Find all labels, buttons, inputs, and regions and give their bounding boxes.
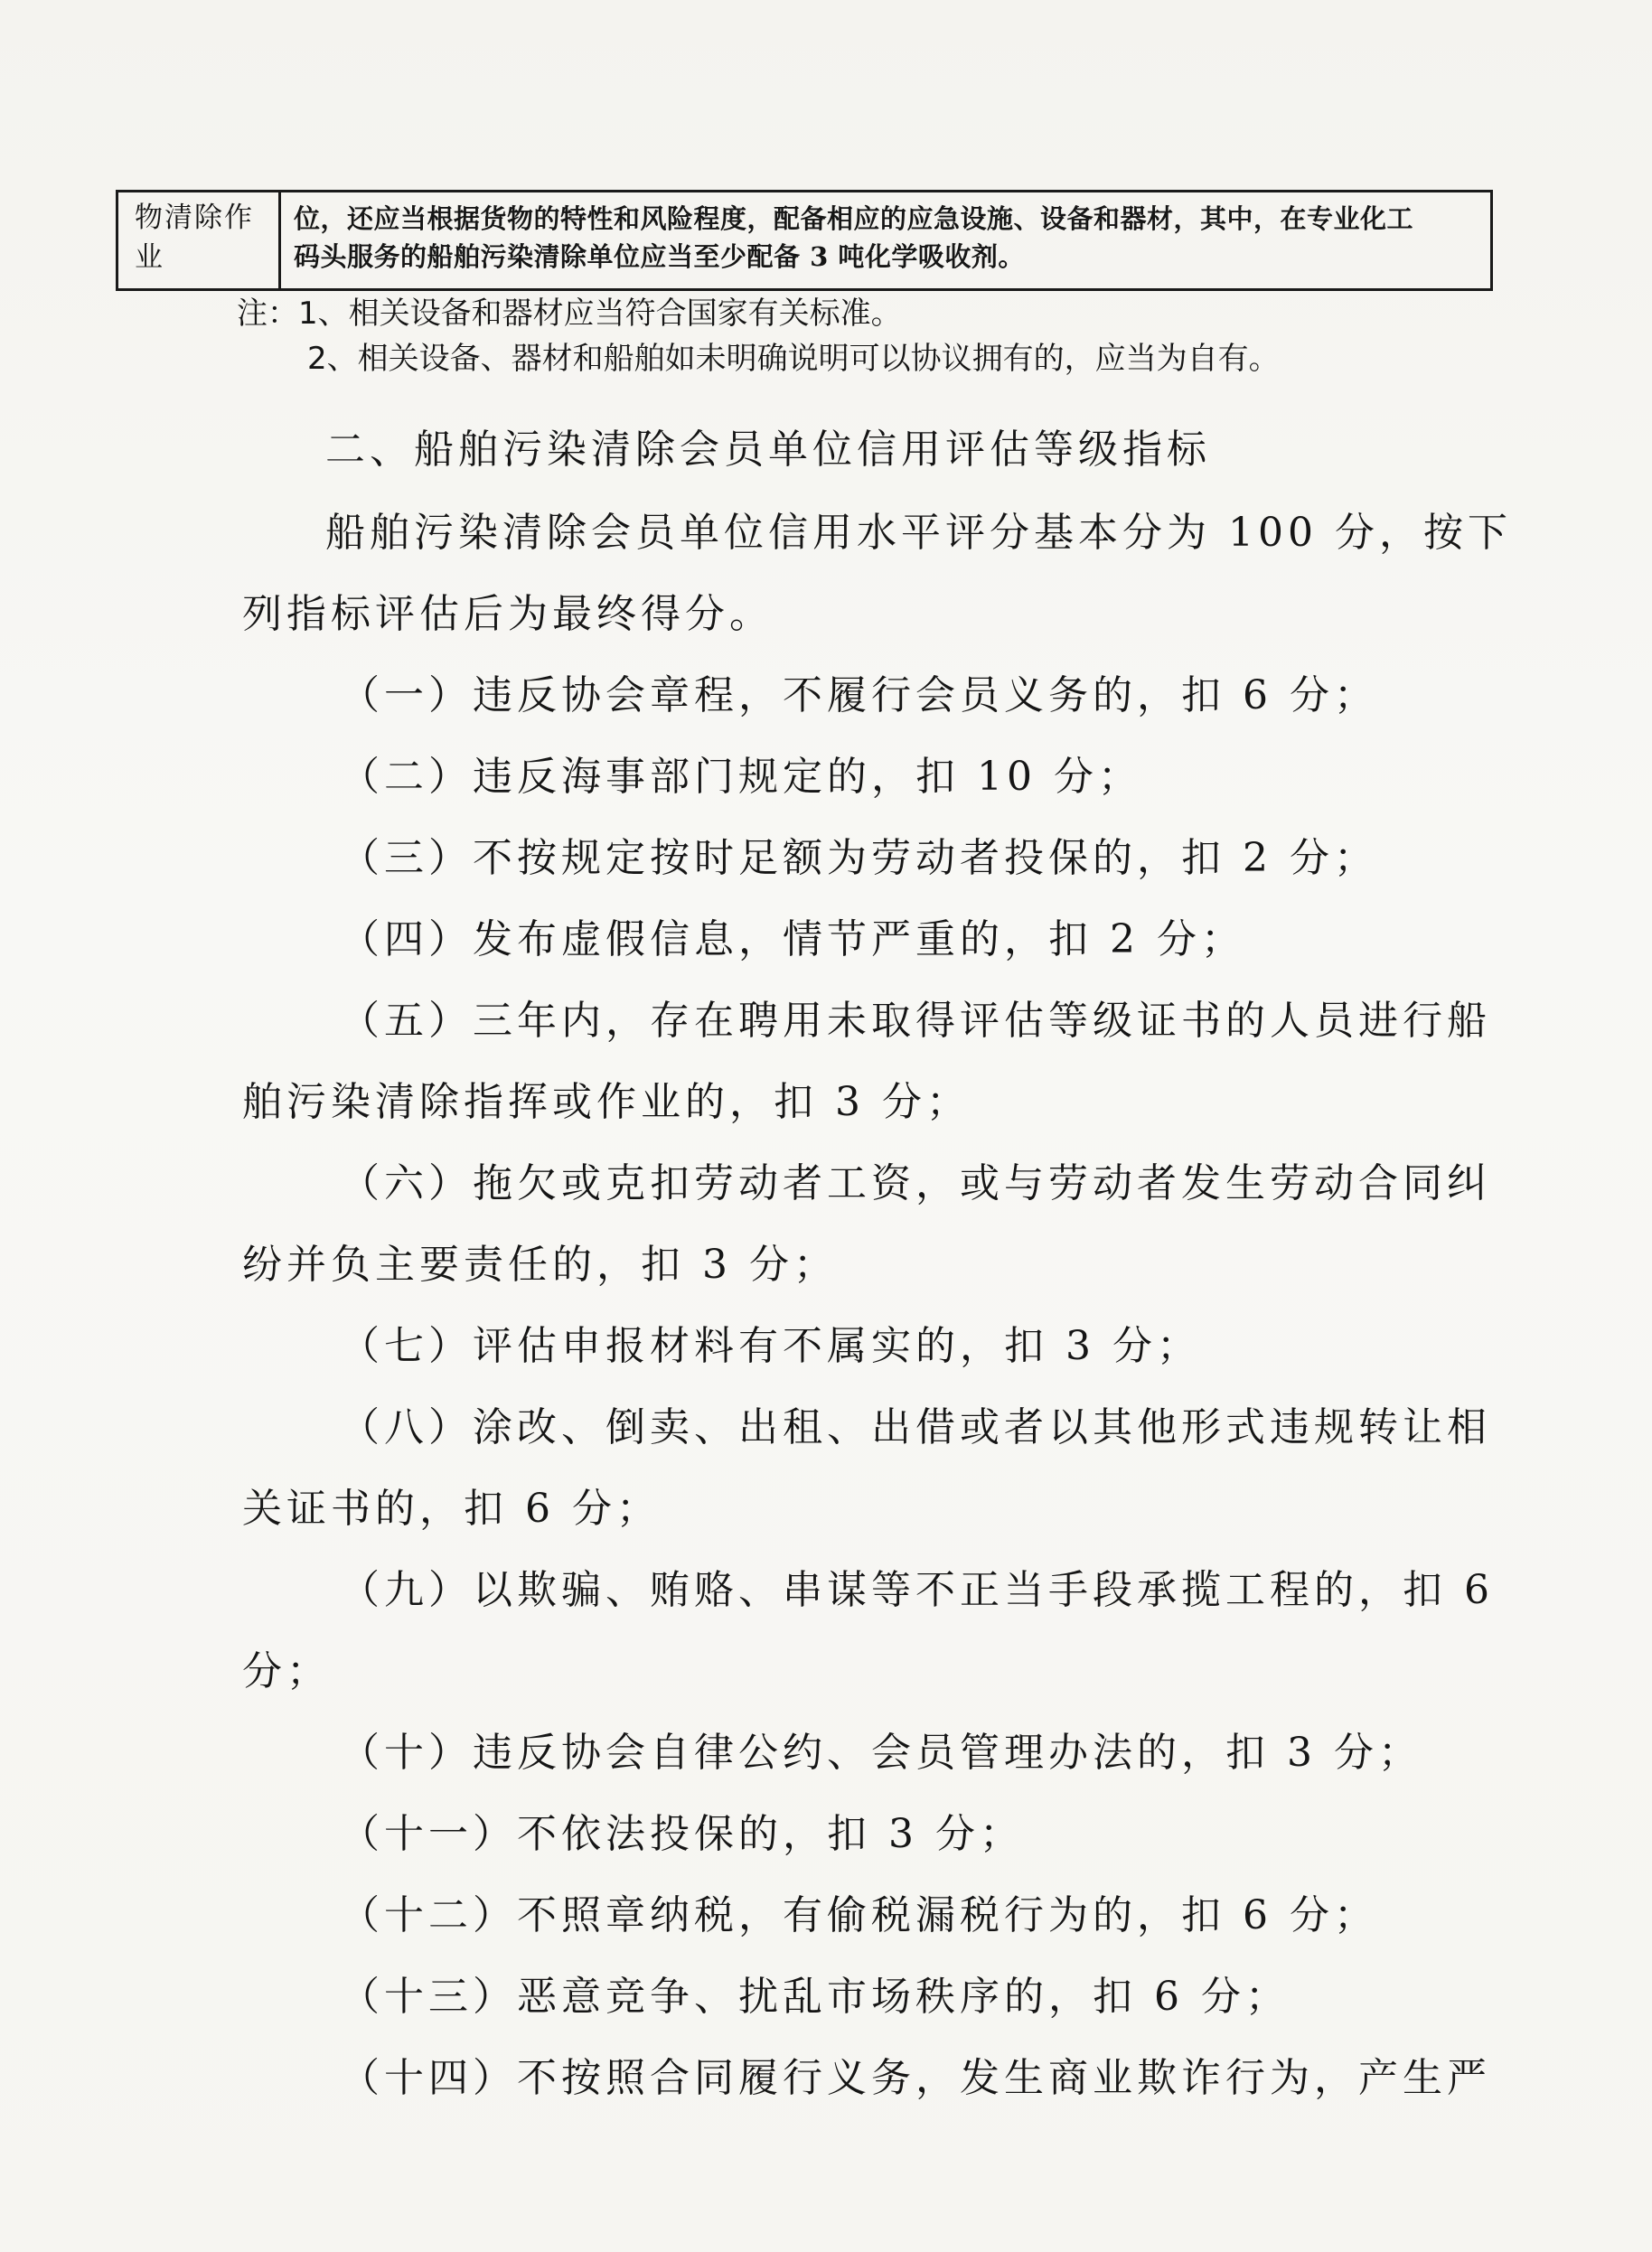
item-8-line-2: 关证书的，扣 6 分；	[242, 1486, 661, 1532]
item-14-line-1: （十四）不按照合同履行义务，发生商业欺诈行为，产生严	[340, 2055, 1491, 2101]
item-5-line-2: 舶污染清除指挥或作业的，扣 3 分；	[242, 1079, 971, 1125]
item-6-line-2: 纷并负主要责任的，扣 3 分；	[242, 1242, 838, 1288]
item-7: （七）评估申报材料有不属实的，扣 3 分；	[340, 1323, 1201, 1369]
table-requirement-line-2: 码头服务的船舶污染清除单位应当至少配备 3 吨化学吸收剂。	[294, 241, 1025, 272]
note-1: 注：1、相关设备和器材应当符合国家有关标准。	[237, 296, 902, 332]
item-9-line-1: （九）以欺骗、贿赂、串谋等不正当手段承揽工程的，扣 6	[340, 1567, 1494, 1613]
item-9-line-2: 分；	[242, 1648, 331, 1694]
item-4: （四）发布虚假信息，情节严重的，扣 2 分；	[340, 916, 1245, 962]
item-8-line-1: （八）涂改、倒卖、出租、出借或者以其他形式违规转让相	[340, 1404, 1491, 1450]
item-3: （三）不按规定按时足额为劳动者投保的，扣 2 分；	[340, 835, 1378, 881]
table-requirement-line-1: 位，还应当根据货物的特性和风险程度，配备相应的应急设施、设备和器材，其中，在专业化工	[294, 203, 1414, 234]
section-heading: 二、船舶污染清除会员单位信用评估等级指标	[325, 427, 1211, 473]
item-1: （一）违反协会章程，不履行会员义务的，扣 6 分；	[340, 672, 1378, 718]
item-5-line-1: （五）三年内，存在聘用未取得评估等级证书的人员进行船	[340, 998, 1491, 1044]
intro-line-1: 船舶污染清除会员单位信用水平评分基本分为 100 分，按下	[325, 510, 1512, 556]
table-requirement-cell	[281, 192, 1490, 288]
intro-line-2: 列指标评估后为最终得分。	[242, 591, 774, 637]
item-13: （十三）恶意竞争、扰乱市场秩序的，扣 6 分；	[340, 1974, 1290, 2020]
item-11: （十一）不依法投保的，扣 3 分；	[340, 1811, 1024, 1857]
note-2: 2、相关设备、器材和船舶如未明确说明可以协议拥有的，应当为自有。	[307, 341, 1280, 377]
item-6-line-1: （六）拖欠或克扣劳动者工资，或与劳动者发生劳动合同纠	[340, 1160, 1491, 1206]
requirements-table-fragment	[116, 190, 1493, 291]
item-10: （十）违反协会自律公约、会员管理办法的，扣 3 分；	[340, 1730, 1422, 1776]
item-2: （二）违反海事部门规定的，扣 10 分；	[340, 754, 1142, 800]
item-12: （十二）不照章纳税，有偷税漏税行为的，扣 6 分；	[340, 1892, 1378, 1938]
table-category-cell: 物清除作业	[118, 192, 281, 288]
